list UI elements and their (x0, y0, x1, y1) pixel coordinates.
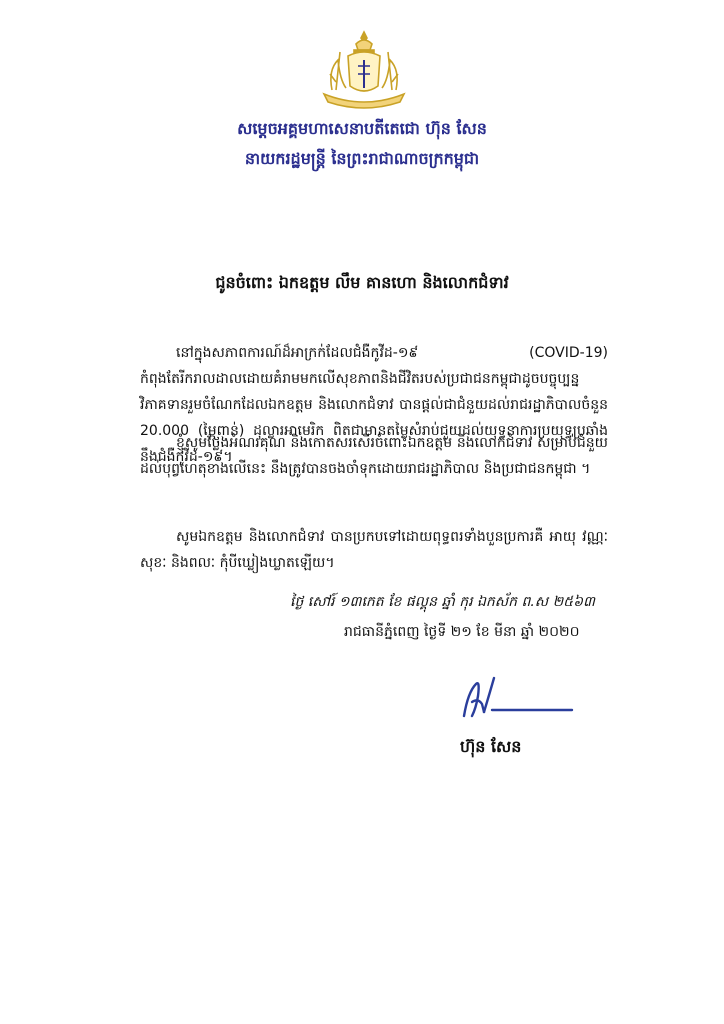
solar-date: រាជធានីភ្នំពេញ ថ្ងៃទី ២១ ខែ មីនា ឆ្នាំ ២០២០ (344, 624, 580, 640)
sender-position: នាយករដ្ឋមន្ត្រី នៃព្រះរាជាណាចក្រកម្ពុជា (244, 149, 480, 168)
royal-arms-emblem-icon (318, 30, 410, 110)
signature-icon (458, 672, 578, 722)
body-paragraph-3: សូមឯកឧត្តម និងលោកជំទាវ បានប្រកបទៅដោយពុទ្ធពរទាំងបួនប្រការគឺ អាយុ វណ្ណៈ សុខៈ និងពលៈ កុំបីឃ្លៀងឃ្លាតឡើយ។ (140, 529, 608, 571)
lunar-date: ថ្ងៃ សៅរ៍ ១៣កេត ខែ ផល្គុន ឆ្នាំ កុរ ឯកស័ក ព.ស ២៥៦៣ (290, 594, 595, 610)
salutation: ជូនចំពោះ ឯកឧត្តម លឹម គានហោ និងលោកជំទាវ (215, 273, 509, 292)
sender-title: សម្តេចអគ្គមហាសេនាបតីតេជោ ហ៊ុន សែន (237, 119, 487, 138)
body-paragraph-1: នៅក្នុងសភាពការណ៍ដ៏អាក្រក់ដែលជំងឺកូវីដ-១៩ (COVID-19) កំពុងតែរីករាលដាលដោយគំរាមមកលើសុខភាពនិងជីវិតរបស់ប្រជាជនកម្ពុជាដូចបច្ចុប្បន្ន វិភាគទានរួមចំណែកដែលឯកឧត្តម និងលោកជំទាវ បានផ្តល់ជាជំនួយដល់រាជរដ្ឋាភិបាលចំនួន 20.000 (ម្ភៃពាន់) ដុល្លារអាមេរិក ពិតជាមានតម្លៃសំរាប់ជួយដល់យុទ្ធនាការប្រយុទ្ធប្រឆាំងនឹងជំងឺកូវីដ-១៩។ (140, 345, 608, 465)
body-paragraph-2: ខ្ញុំសូមថ្លែងអំណរគុណ និងកោតសរសើរចំពោះឯកឧត្តម និងលោកជំទាវ សម្រាប់ជំនួយដល់បុព្វហេតុខាងលើនេះ នឹងត្រូវបានចងចាំទុកដោយរាជរដ្ឋាភិបាល និងប្រជាជនកម្ពុជា ។ (140, 435, 608, 477)
signer-name: ហ៊ុន សែន (460, 737, 522, 756)
